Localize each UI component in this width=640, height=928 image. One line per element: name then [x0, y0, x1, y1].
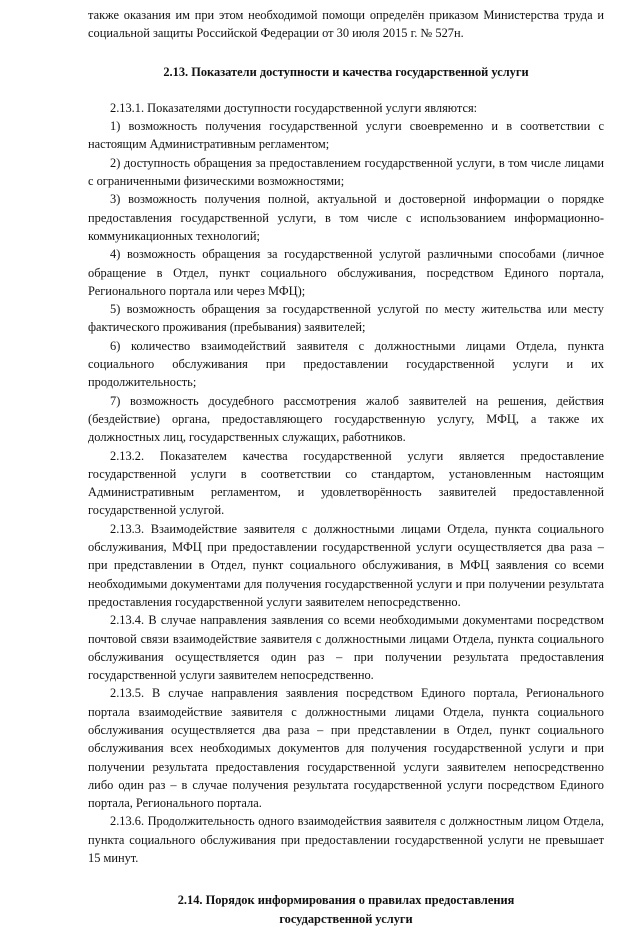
section-heading-2-13: 2.13. Показатели доступности и качества государственной услуги — [163, 64, 529, 79]
paragraph-2-13-1: 2.13.1. Показателями доступности государственной услуги являются: — [110, 100, 478, 115]
paragraph-2-13-3: 2.13.3. Взаимодействие заявителя с должностными лицами Отдела, пункта социального обслуживания, МФЦ при предоставлении государственной услуги осуществляется два раза – при представлении в Отдел, пункт социального обслуживания, в МФЦ заявления со всеми необходимыми документами для получения государственной услуги и при получении результата предоставления государственной услуги заявителем непосредственно. — [88, 521, 604, 609]
availability-item-7: 7) возможность досудебного рассмотрения жалоб заявителей на решения, действия (бездействие) органа, предоставляющего государственную услугу, МФЦ, а также их должностных лиц, государственных служащих, работников. — [88, 393, 604, 445]
intro-paragraph: также оказания им при этом необходимой помощи определён приказом Министерства труда и социальной защиты Российской Федерации от 30 июля 2015 г. № 527н. — [88, 8, 604, 41]
document-page — [88, 6, 604, 928]
paragraph-2-13-5: 2.13.5. В случае направления заявления посредством Единого портала, Регионального портала взаимодействие заявителя с должностными лицами Отдела, пункта социального обслуживания осуществляется два раза – при представлении в Отдел, пункт социального обслуживания всех необходимых документов для получения государственной услуги и при получении результата предоставления государственной услуги заявителем непосредственно либо один раз – в случае получения результата государственной услуги посредством Единого портала, Регионального портала. — [88, 686, 604, 811]
availability-item-4: 4) возможность обращения за государственной услугой различными способами (личное обращение в Отдел, пункт социального обслуживания, посредством Единого портала, Регионального портала или через МФЦ); — [88, 247, 604, 298]
section-heading-2-14-line-2: государственной услуги — [279, 911, 413, 926]
availability-item-1: 1) возможность получения государственной услуги своевременно и в соответствии с настоящим Административным регламентом; — [88, 119, 604, 152]
availability-item-6: 6) количество взаимодействий заявителя с должностными лицами Отдела, пункта социального обслуживания при предоставлении государственной услуги и их продолжительность; — [88, 338, 604, 390]
paragraph-2-13-6: 2.13.6. Продолжительность одного взаимодействия заявителя с должностным лицом Отдела, пункта социального обслуживания при предоставлении государственной услуги не превышает 15 минут. — [88, 814, 604, 866]
availability-item-3: 3) возможность получения полной, актуальной и достоверной информации о порядке предоставления государственной услуги, в том числе с использованием информационно-коммуникационных технологий; — [88, 192, 604, 243]
availability-item-2: 2) доступность обращения за предоставлением государственной услуги, в том числе лицами с ограниченными физическими возможностями; — [88, 155, 604, 189]
paragraph-2-13-4: 2.13.4. В случае направления заявления со всеми необходимыми документами посредством почтовой связи взаимодействие заявителя с должностными лицами Отдела, пункта социального обслуживания осуществляется один раз – при получении результата предоставления государственной услуги заявителем непосредственно. — [88, 613, 604, 683]
availability-item-5: 5) возможность обращения за государственной услугой по месту жительства или месту фактического проживания (пребывания) заявителей; — [88, 302, 604, 335]
section-heading-2-14-line-1: 2.14. Порядок информирования о правилах предоставления — [177, 893, 515, 908]
section-heading-2-14 — [88, 891, 604, 928]
paragraph-2-13-2: 2.13.2. Показателем качества государственной услуги является предоставление государственной услуги в соответствии со стандартом, установленным настоящим Административным регламентом, и удовлетворённость заявителей предоставленной государственной услугой. — [88, 448, 604, 518]
